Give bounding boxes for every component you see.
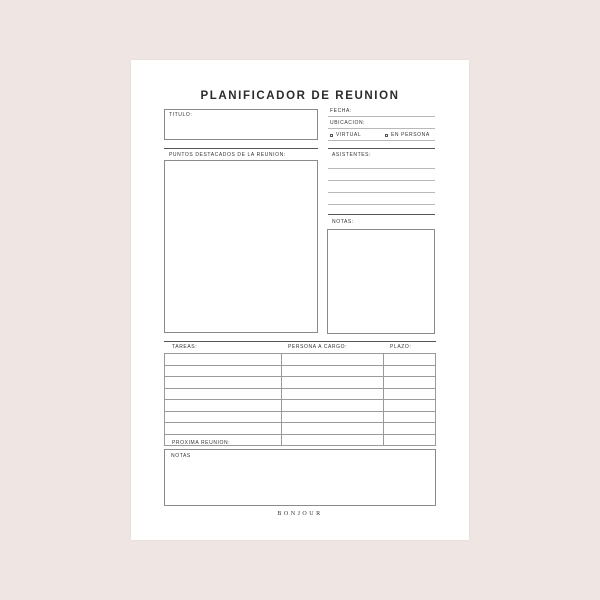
persona-cell[interactable] [282, 354, 384, 366]
persona-cell[interactable] [282, 400, 384, 412]
notas-label: NOTAS: [332, 219, 354, 225]
asistentes-line[interactable] [328, 204, 435, 205]
task-cell[interactable] [165, 400, 282, 412]
asistentes-line[interactable] [328, 192, 435, 193]
plazo-header: PLAZO: [390, 344, 412, 350]
plazo-cell[interactable] [383, 434, 435, 446]
planner-page [131, 60, 469, 540]
persona-cell[interactable] [282, 365, 384, 377]
virtual-checkbox[interactable] [330, 134, 333, 137]
task-cell[interactable] [165, 354, 282, 366]
persona-header: PERSONA A CARGO: [288, 344, 348, 350]
ubicacion-label: UBICACION: [330, 120, 366, 126]
plazo-cell[interactable] [383, 423, 435, 435]
task-row [165, 377, 436, 389]
task-row [165, 411, 436, 423]
asistentes-line[interactable] [328, 168, 435, 169]
asistentes-line[interactable] [328, 180, 435, 181]
task-cell[interactable] [165, 411, 282, 423]
plazo-cell[interactable] [383, 388, 435, 400]
brand-footer: BONJOUR [277, 511, 323, 517]
fecha-label: FECHA: [330, 108, 352, 114]
page-title: PLANIFICADOR DE REUNION [200, 90, 400, 102]
en-persona-checkbox[interactable] [385, 134, 388, 137]
en-persona-label: EN PERSONA [391, 132, 430, 138]
proxima-notes-label: NOTAS [171, 453, 191, 459]
persona-cell[interactable] [282, 434, 384, 446]
titulo-label: TITULO: [169, 112, 193, 118]
plazo-cell[interactable] [383, 400, 435, 412]
proxima-notes-box[interactable] [164, 449, 436, 506]
task-cell[interactable] [165, 377, 282, 389]
task-row [165, 388, 436, 400]
puntos-label: PUNTOS DESTACADOS DE LA REUNION: [169, 152, 286, 158]
tasks-rule [164, 341, 436, 342]
task-row [165, 400, 436, 412]
task-cell[interactable] [165, 388, 282, 400]
persona-cell[interactable] [282, 423, 384, 435]
persona-cell[interactable] [282, 388, 384, 400]
fecha-line[interactable] [328, 116, 435, 117]
asistentes-label: ASISTENTES: [332, 152, 372, 158]
persona-cell[interactable] [282, 377, 384, 389]
task-row [165, 423, 436, 435]
notas-box[interactable] [327, 229, 435, 334]
task-row [165, 365, 436, 377]
task-cell[interactable] [165, 423, 282, 435]
plazo-cell[interactable] [383, 377, 435, 389]
notas-rule [328, 214, 435, 215]
options-line [328, 140, 435, 141]
plazo-cell[interactable] [383, 365, 435, 377]
puntos-rule [164, 148, 318, 149]
virtual-label: VIRTUAL [336, 132, 362, 138]
puntos-box[interactable] [164, 160, 318, 333]
persona-cell[interactable] [282, 411, 384, 423]
en-persona-option[interactable] [385, 132, 430, 138]
virtual-option[interactable] [330, 132, 361, 138]
task-cell[interactable] [165, 365, 282, 377]
task-row [165, 354, 436, 366]
tasks-table [164, 353, 436, 446]
proxima-label: PROXIMA REUNION: [172, 440, 231, 446]
plazo-cell[interactable] [383, 354, 435, 366]
plazo-cell[interactable] [383, 411, 435, 423]
tareas-header: TAREAS: [172, 344, 198, 350]
asistentes-rule [328, 148, 435, 149]
ubicacion-line[interactable] [328, 128, 435, 129]
